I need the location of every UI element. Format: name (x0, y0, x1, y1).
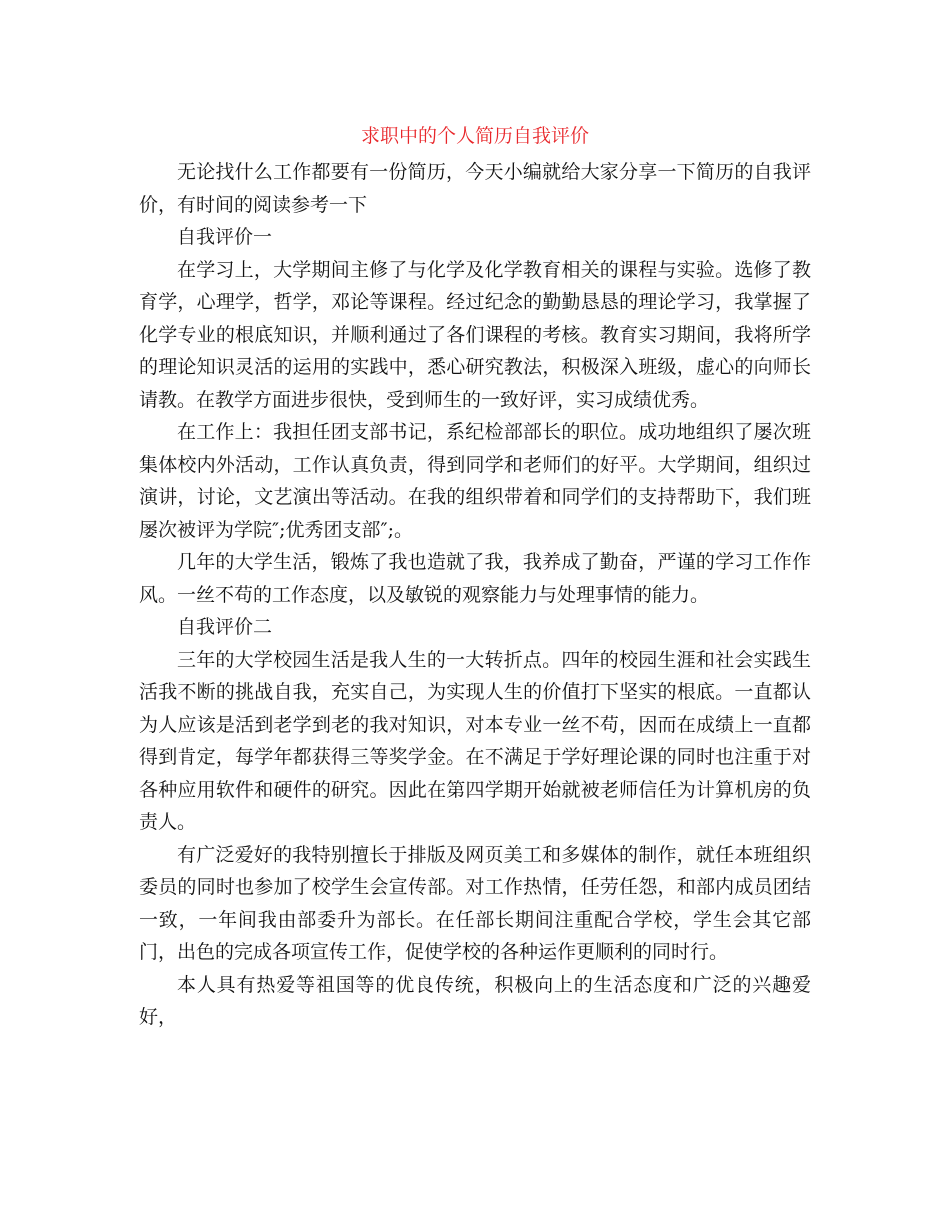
intro-paragraph: 无论找什么工作都要有一份简历，今天小编就给大家分享一下简历的自我评价，有时间的阅读参考一下 (139, 161, 811, 216)
section-heading: 自我评价一 (177, 226, 273, 248)
body-paragraph: 几年的大学生活，锻炼了我也造就了我，我养成了勤奋，严谨的学习工作作风。一丝不苟的工作态度，以及敏锐的观察能力与处理事情的能力。 (139, 551, 811, 606)
body-paragraph: 在学习上，大学期间主修了与化学及化学教育相关的课程与实验。选修了教育学，心理学，哲学，邓论等课程。经过纪念的勤勤恳恳的理论学习，我掌握了化学专业的根底知识，并顺利通过了各们课程的考核。教育实习期间，我将所学的理论知识灵活的运用的实践中，悉心研究教法，积极深入班级，虚心的向师长请教。在教学方面进步很快，受到师生的一致好评，实习成绩优秀。 (139, 258, 811, 411)
body-paragraph: 有广泛爱好的我特别擅长于排版及网页美工和多媒体的制作，就任本班组织委员的同时也参加了校学生会宣传部。对工作热情，任劳任怨，和部内成员团结一致，一年间我由部委升为部长。在任部长期间注重配合学校，学生会其它部门，出色的完成各项宣传工作，促使学校的各种运作更顺利的同时行。 (139, 843, 811, 963)
body-paragraph: 在工作上：我担任团支部书记，系纪检部部长的职位。成功地组织了屡次班集体校内外活动，工作认真负责，得到同学和老师们的好平。大学期间，组织过演讲，讨论，文艺演出等活动。在我的组织带着和同学们的支持帮助下，我们班屡次被评为学院″;优秀团支部″;。 (139, 421, 811, 541)
section-heading: 自我评价二 (177, 616, 273, 638)
body-paragraph: 本人具有热爱等祖国等的优良传统，积极向上的生活态度和广泛的兴趣爱好， (139, 973, 811, 1028)
document-title: 求职中的个人简历自我评价 (360, 125, 589, 147)
body-paragraph: 三年的大学校园生活是我人生的一大转折点。四年的校园生涯和社会实践生活我不断的挑战自我，充实自己，为实现人生的价值打下坚实的根底。一直都认为人应该是活到老学到老的我对知识，对本专业一丝不苟，因而在成绩上一直都得到肯定，每学年都获得三等奖学金。在不满足于学好理论课的同时也注重于对各种应用软件和硬件的研究。因此在第四学期开始就被老师信任为计算机房的负责人。 (139, 648, 811, 833)
document-body (139, 156, 811, 1034)
